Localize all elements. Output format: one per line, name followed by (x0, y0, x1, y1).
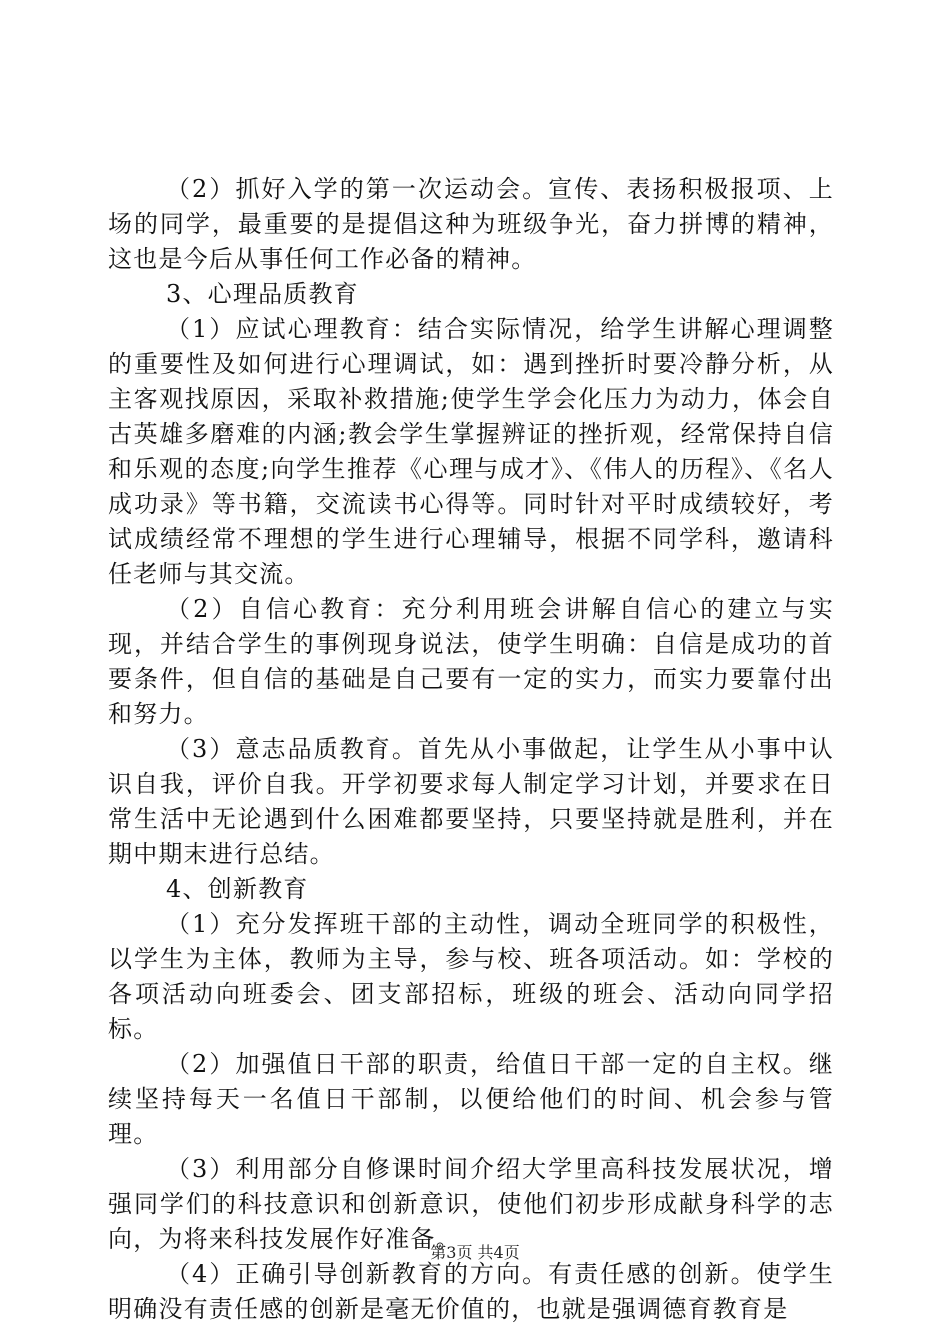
page-footer: 第3页 共4页 (430, 1243, 520, 1262)
paragraph-exam-psychology: （1）应试心理教育：结合实际情况，给学生讲解心理调整的重要性及如何进行心理调试，如：遇到挫折时要冷静分析，从主客观找原因，采取补救措施;使学生学会化压力为动力，体会自古英雄多磨难的内涵;教会学生掌握辨证的挫折观，经常保持自信和乐观的态度;向学生推荐《心理与成才》、《伟人的历程》、《名人成功录》等书籍，交流读书心得等。同时针对平时成绩较好，考试成绩经常不理想的学生进行心理辅导，根据不同学科，邀请科任老师与其交流。 (108, 315, 834, 588)
document-body (108, 172, 834, 1327)
paragraph-science-awareness: （3）利用部分自修课时间介绍大学里高科技发展状况，增强同学们的科技意识和创新意识，使他们初步形成献身科学的志向，为将来科技发展作好准备。 (108, 1155, 834, 1253)
paragraph-class-cadres: （1）充分发挥班干部的主动性，调动全班同学的积极性，以学生为主体，教师为主导，参与校、班各项活动。如：学校的各项活动向班委会、团支部招标，班级的班会、活动向同学招标。 (108, 910, 834, 1043)
paragraph-innovation-direction: （4）正确引导创新教育的方向。有责任感的创新。使学生明确没有责任感的创新是毫无价值的，也就是强调德育教育是 (108, 1260, 834, 1323)
paragraph-self-confidence: （2）自信心教育：充分利用班会讲解自信心的建立与实现，并结合学生的事例现身说法，使学生明确：自信是成功的首要条件，但自信的基础是自己要有一定的实力，而实力要靠付出和努力。 (108, 595, 834, 728)
section-heading-innovation: 4、创新教育 (166, 875, 309, 903)
paragraph-sports-meet: （2）抓好入学的第一次运动会。宣传、表扬积极报项、上场的同学，最重要的是提倡这种为班级争光，奋力拼博的精神，这也是今后从事任何工作必备的精神。 (108, 175, 834, 273)
section-heading-psychology: 3、心理品质教育 (166, 280, 359, 308)
paragraph-willpower: （3）意志品质教育。首先从小事做起，让学生从小事中认识自我，评价自我。开学初要求每人制定学习计划，并要求在日常生活中无论遇到什么困难都要坚持，只要坚持就是胜利，并在期中期末进行总结。 (108, 735, 834, 868)
paragraph-duty-cadres: （2）加强值日干部的职责，给值日干部一定的自主权。继续坚持每天一名值日干部制，以便给他们的时间、机会参与管理。 (108, 1050, 834, 1148)
